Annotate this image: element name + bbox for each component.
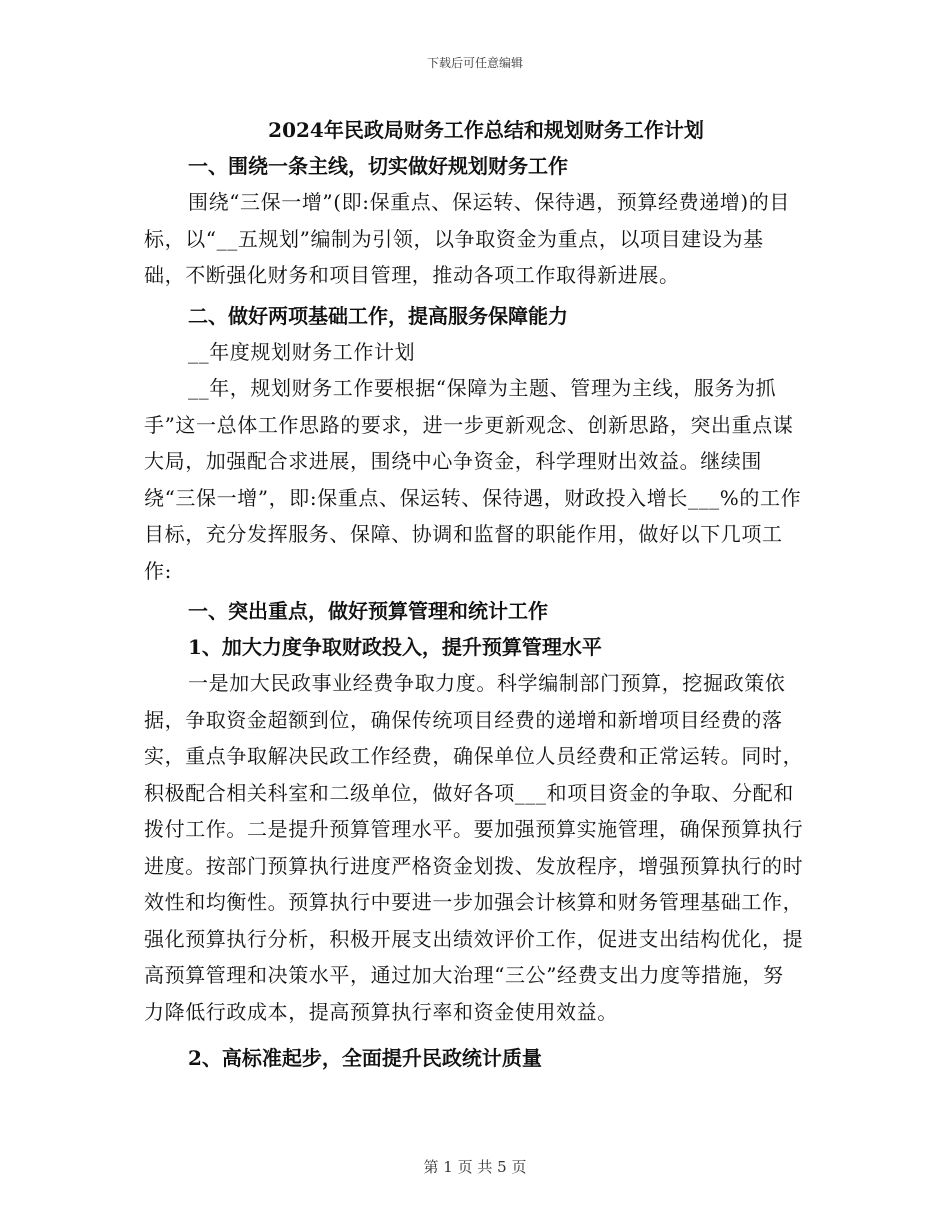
document-body — [144, 112, 804, 1076]
page-footer: 第 1 页 共 5 页 — [423, 1158, 527, 1176]
section-heading: 一、突出重点，做好预算管理和统计工作 — [188, 599, 548, 623]
paragraph: __年度规划财务工作计划 — [188, 339, 416, 364]
paragraph: __年，规划财务工作要根据“保障为主题、管理为主线，服务为抓手”这一总体工作思路的要求，进一步更新观念、创新思路，突出重点谋大局，加强配合求进展，围绕中心争资金，科学理财出效益。继续围绕“三保一增”，即:保重点、保运转、保待遇，财政投入增长___%的工作目标，充分发挥服务、保障、协调和监督的职能作用，做好以下几项工作: — [144, 376, 802, 583]
document-title: 2024年民政局财务工作总结和规划财务工作计划 — [268, 118, 704, 142]
page-header: 下载后可任意编辑 — [426, 56, 523, 70]
section-heading: 一、围绕一条主线，切实做好规划财务工作 — [188, 154, 568, 178]
paragraph: 一是加大民政事业经费争取力度。科学编制部门预算，挖掘政策依据，争取资金超额到位，确保传统项目经费的递增和新增项目经费的落实，重点争取解决民政工作经费，确保单位人员经费和正常运转。同时，积极配合相关科室和二级单位，做好各项___和项目资金的争取、分配和拨付工作。二是提升预算管理水平。要加强预算实施管理，确保预算执行进度。按部门预算执行进度严格资金划拨、发放程序，增强预算执行的时效性和均衡性。预算执行中要进一步加强会计核算和财务管理基础工作，强化预算执行分析，积极开展支出绩效评价工作，促进支出结构优化，提高预算管理和决策水平，通过加大治理“三公”经费支出力度等措施，努力降低行政成本，提高预算执行率和资金使用效益。 — [144, 671, 804, 1024]
subsection-heading: 1、加大力度争取财政投入，提升预算管理水平 — [188, 635, 602, 659]
subsection-heading: 2、高标准起步，全面提升民政统计质量 — [188, 1046, 542, 1070]
paragraph: 围绕“三保一增”(即:保重点、保运转、保待遇，预算经费递增)的目标，以“__五规划”编制为引领，以争取资金为重点，以项目建设为基础，不断强化财务和项目管理，推动各项工作取得新进展。 — [144, 190, 790, 287]
section-heading: 二、做好两项基础工作，提高服务保障能力 — [188, 303, 568, 328]
